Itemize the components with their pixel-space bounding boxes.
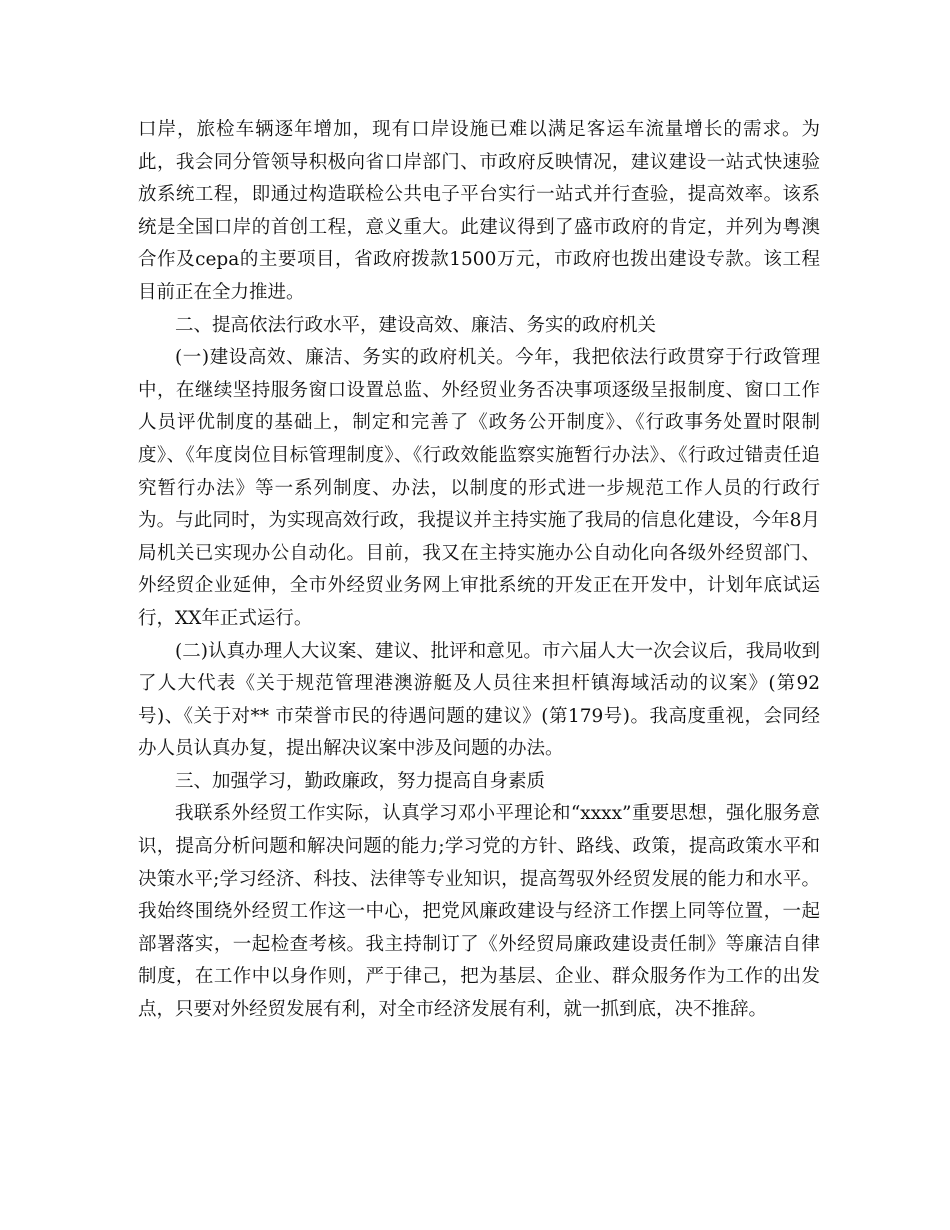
paragraph-efficient-government: (一)建设高效、廉洁、务实的政府机关。今年，我把依法行政贯穿于行政管理中，在继续坚持服务窗口设置总监、外经贸业务否决事项逐级呈报制度、窗口工作人员评优制度的基础上，制定和完善了《政务公开制度》、《行政事务处置时限制度》、《年度岗位目标管理制度》、《行政效能监察实施暂行办法》、《行政过错责任追究暂行办法》等一系列制度、办法，以制度的形式进一步规范工作人员的行政行为。与此同时，为实现高效行政，我提议并主持实施了我局的信息化建设，今年8月局机关已实现办公自动化。目前，我又在主持实施办公自动化向各级外经贸部门、外经贸企业延伸，全市外经贸业务网上审批系统的开发正在开发中，计划年底试运行，XX年正式运行。 [138,347,820,629]
document-page [138,114,820,1027]
paragraph-port-continuation: 口岸，旅检车辆逐年增加，现有口岸设施已难以满足客运车流量增长的需求。为此，我会同分管领导积极向省口岸部门、市政府反映情况，建议建设一站式快速验放系统工程，即通过构造联检公共电子平台实行一站式并行查验，提高效率。该系统是全国口岸的首创工程，意义重大。此建议得到了盛市政府的肯定，并列为粤澳合作及cepa的主要项目，省政府拨款1500万元，市政府也拨出建设专款。该工程目前正在全力推进。 [138,119,820,303]
section-heading-study: 三、加强学习，勤政廉政，努力提高自身素质 [175,770,546,792]
section-heading-administration: 二、提高依法行政水平，建设高效、廉洁、务实的政府机关 [175,314,657,336]
paragraph-study-integrity: 我联系外经贸工作实际，认真学习邓小平理论和“xxxx”重要思想，强化服务意识，提高分析问题和解决问题的能力;学习党的方针、路线、政策，提高政策水平和决策水平;学习经济、科技、法律等专业知识，提高驾驭外经贸发展的能力和水平。我始终围绕外经贸工作这一中心，把党风廉政建设与经济工作摆上同等位置，一起部署落实，一起检查考核。我主持制订了《外经贸局廉政建设责任制》等廉洁自律制度，在工作中以身作则，严于律己，把为基层、企业、群众服务作为工作的出发点，只要对外经贸发展有利，对全市经济发展有利，就一抓到底，决不推辞。 [138,803,820,1021]
paragraph-npc-proposals: (二)认真办理人大议案、建议、批评和意见。市六届人大一次会议后，我局收到了人大代表《关于规范管理港澳游艇及人员往来担杆镇海域活动的议案》(第92号)、《关于对** 市荣誉市民的待遇问题的建议》(第179号)。我高度重视，会同经办人员认真办复，提出解决议案中涉及问题的办法。 [138,640,820,760]
